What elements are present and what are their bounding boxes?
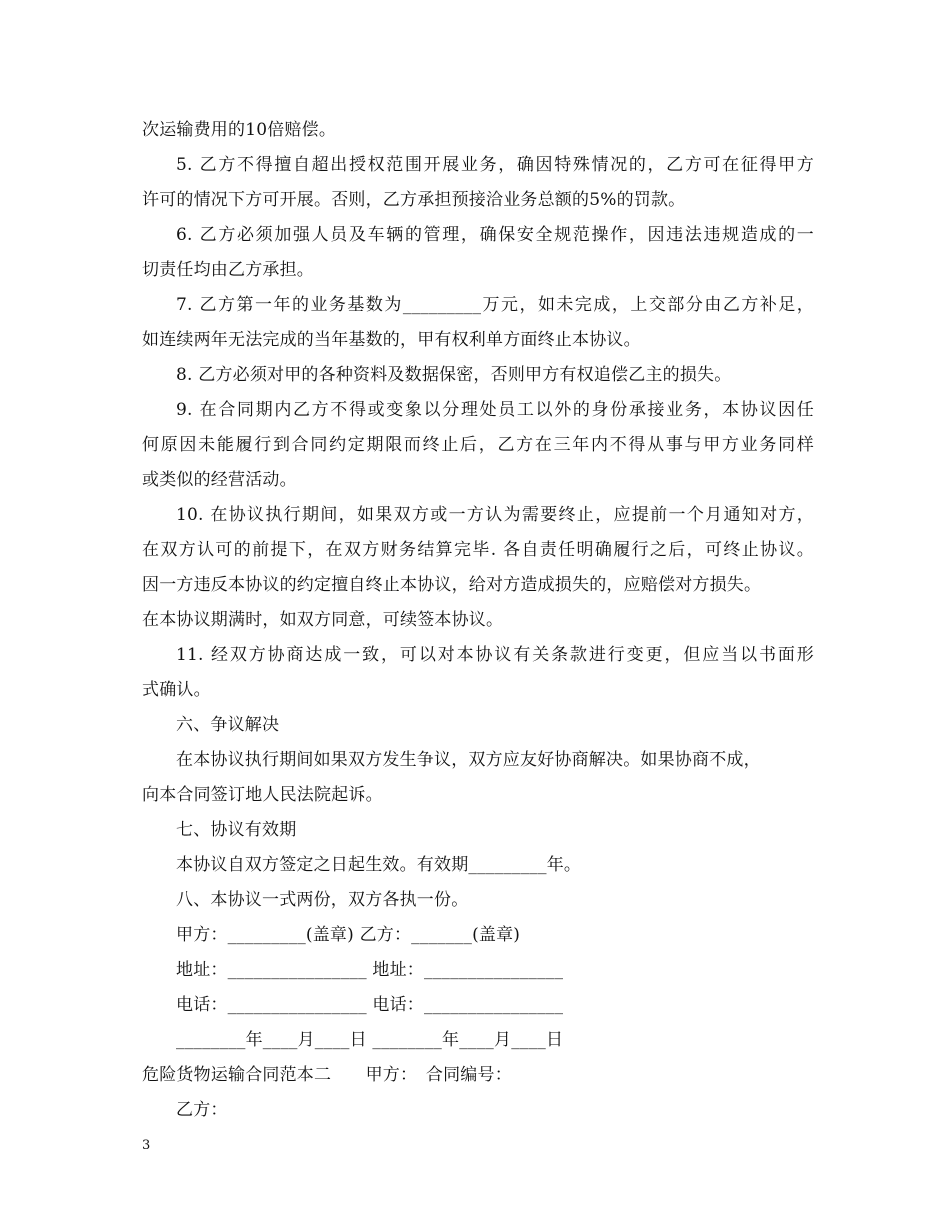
- section-heading: 六、争议解决: [176, 715, 280, 735]
- paragraph-line: 向本合同签订地人民法院起诉。: [142, 785, 383, 805]
- paragraph-line: 9. 在合同期内乙方不得或变象以分理处员工以外的身份承接业务，本协议因任: [176, 400, 814, 420]
- paragraph-line: 如连续两年无法完成的当年基数的，甲有权利单方面终止本协议。: [142, 330, 641, 350]
- paragraph-line: 次运输费用的10倍赔偿。: [142, 120, 337, 140]
- paragraph-line: 何原因未能履行到合同约定期限而终止后，乙方在三年内不得从事与甲方业务同样: [142, 435, 814, 455]
- paragraph-line: 10. 在协议执行期间，如果双方或一方认为需要终止，应提前一个月通知对方，: [176, 505, 814, 525]
- section-heading: 八、本协议一式两份，双方各执一份。: [176, 890, 469, 910]
- date-line: ________年____月____日 ________年____月____日: [176, 1030, 564, 1050]
- signature-party-line: 甲方：_________(盖章) 乙方：_______(盖章): [176, 925, 521, 945]
- phone-line: 电话：________________ 电话：________________: [176, 995, 564, 1015]
- paragraph-line: 许可的情况下方可开展。否则，乙方承担预接洽业务总额的5%的罚款。: [142, 190, 686, 210]
- paragraph-line: 切责任均由乙方承担。: [142, 260, 314, 280]
- paragraph-line: 本协议自双方签定之日起生效。有效期_________年。: [176, 855, 582, 875]
- paragraph-line: 8. 乙方必须对甲的各种资料及数据保密，否则甲方有权追偿乙主的损失。: [176, 365, 732, 385]
- page-number: 3: [142, 1138, 151, 1153]
- paragraph-line: 或类似的经营活动。: [142, 470, 297, 490]
- contract-title-line: 危险货物运输合同范本二 甲方： 合同编号：: [142, 1065, 512, 1085]
- paragraph-line: 7. 乙方第一年的业务基数为_________万元，如未完成，上交部分由乙方补足，: [176, 295, 814, 315]
- party-b-line: 乙方：: [176, 1100, 228, 1120]
- paragraph-line: 6. 乙方必须加强人员及车辆的管理，确保安全规范操作，因违法违规造成的一: [176, 225, 814, 245]
- paragraph-line: 在本协议期满时，如双方同意，可续签本协议。: [142, 610, 504, 630]
- paragraph-line: 11. 经双方协商达成一致，可以对本协议有关条款进行变更，但应当以书面形: [176, 645, 814, 665]
- paragraph-line: 式确认。: [142, 680, 211, 700]
- paragraph-line: 因一方违反本协议的约定擅自终止本协议，给对方造成损失的，应赔偿对方损失。: [142, 575, 762, 595]
- paragraph-line: 在双方认可的前提下，在双方财务结算完毕. 各自责任明确履行之后，可终止协议。: [142, 540, 814, 560]
- paragraph-line: 在本协议执行期间如果双方发生争议，双方应友好协商解决。如果协商不成，: [176, 750, 761, 770]
- address-line: 地址：________________ 地址：________________: [176, 960, 564, 980]
- paragraph-line: 5. 乙方不得擅自超出授权范围开展业务，确因特殊情况的，乙方可在征得甲方: [176, 155, 814, 175]
- section-heading: 七、协议有效期: [176, 820, 297, 840]
